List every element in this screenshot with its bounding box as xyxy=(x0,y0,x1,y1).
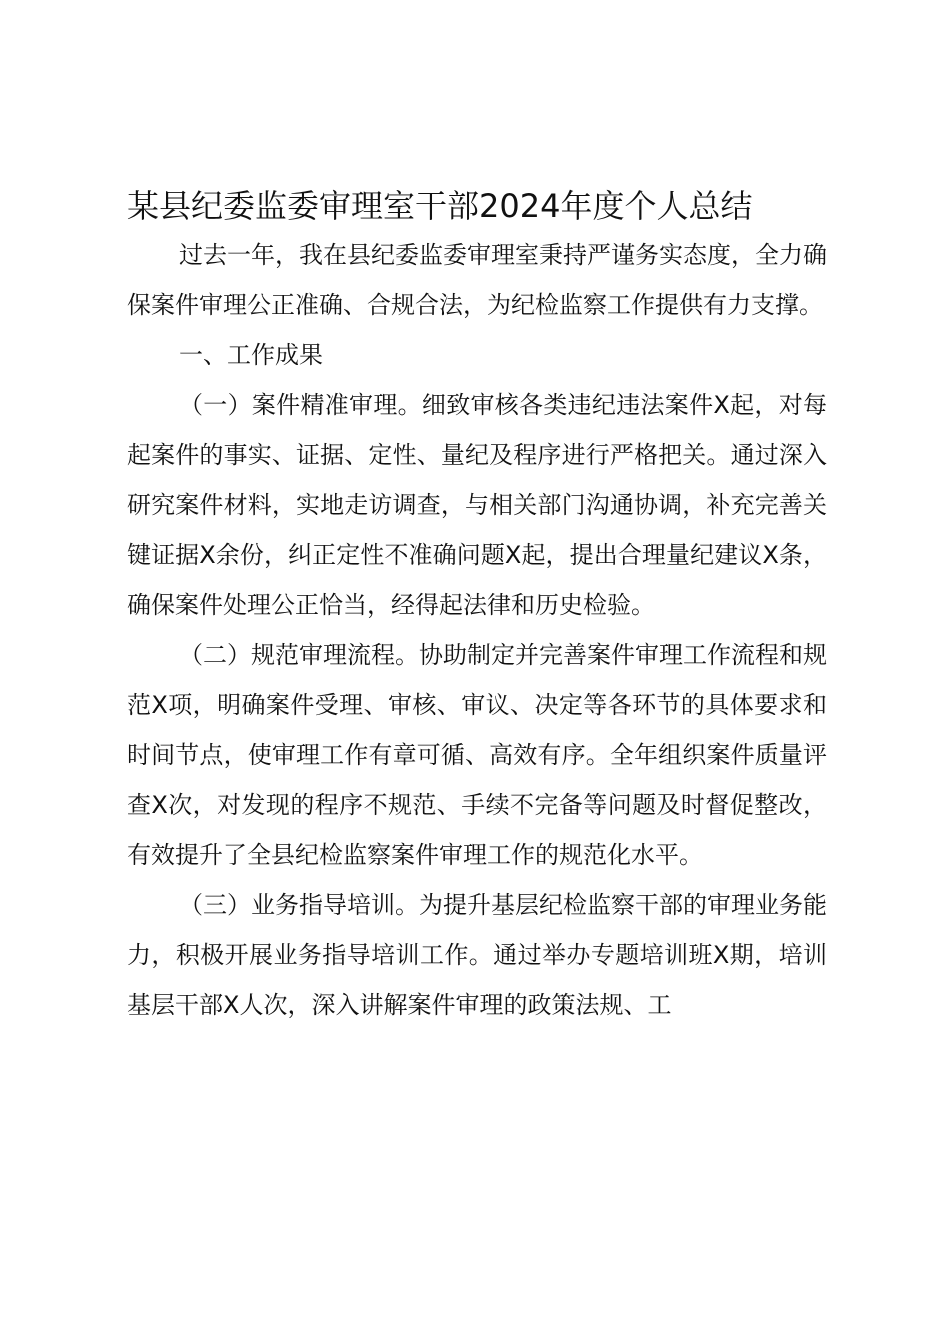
document-body xyxy=(127,230,827,1030)
paragraph-standardize-process: （二）规范审理流程。协助制定并完善案件审理工作流程和规范X项，明确案件受理、审核、审议、决定等各环节的具体要求和时间节点，使审理工作有章可循、高效有序。全年组织案件质量评查X次，对发现的程序不规范、手续不完备等问题及时督促整改，有效提升了全县纪检监察案件审理工作的规范化水平。 xyxy=(127,641,827,869)
paragraph-case-review: （一）案件精准审理。细致审核各类违纪违法案件X起，对每起案件的事实、证据、定性、量纪及程序进行严格把关。通过深入研究案件材料，实地走访调查，与相关部门沟通协调，补充完善关键证据X余份，纠正定性不准确问题X起，提出合理量纪建议X条，确保案件处理公正恰当，经得起法律和历史检验。 xyxy=(127,391,827,619)
paragraph-intro: 过去一年，我在县纪委监委审理室秉持严谨务实态度，全力确保案件审理公正准确、合规合法，为纪检监察工作提供有力支撑。 xyxy=(127,241,827,319)
paragraph-training: （三）业务指导培训。为提升基层纪检监察干部的审理业务能力，积极开展业务指导培训工作。通过举办专题培训班X期，培训基层干部X人次，深入讲解案件审理的政策法规、工 xyxy=(127,891,827,1019)
document-title: 某县纪委监委审理室干部2024年度个人总结 xyxy=(127,187,753,225)
section-heading-work-results: 一、工作成果 xyxy=(179,341,323,369)
